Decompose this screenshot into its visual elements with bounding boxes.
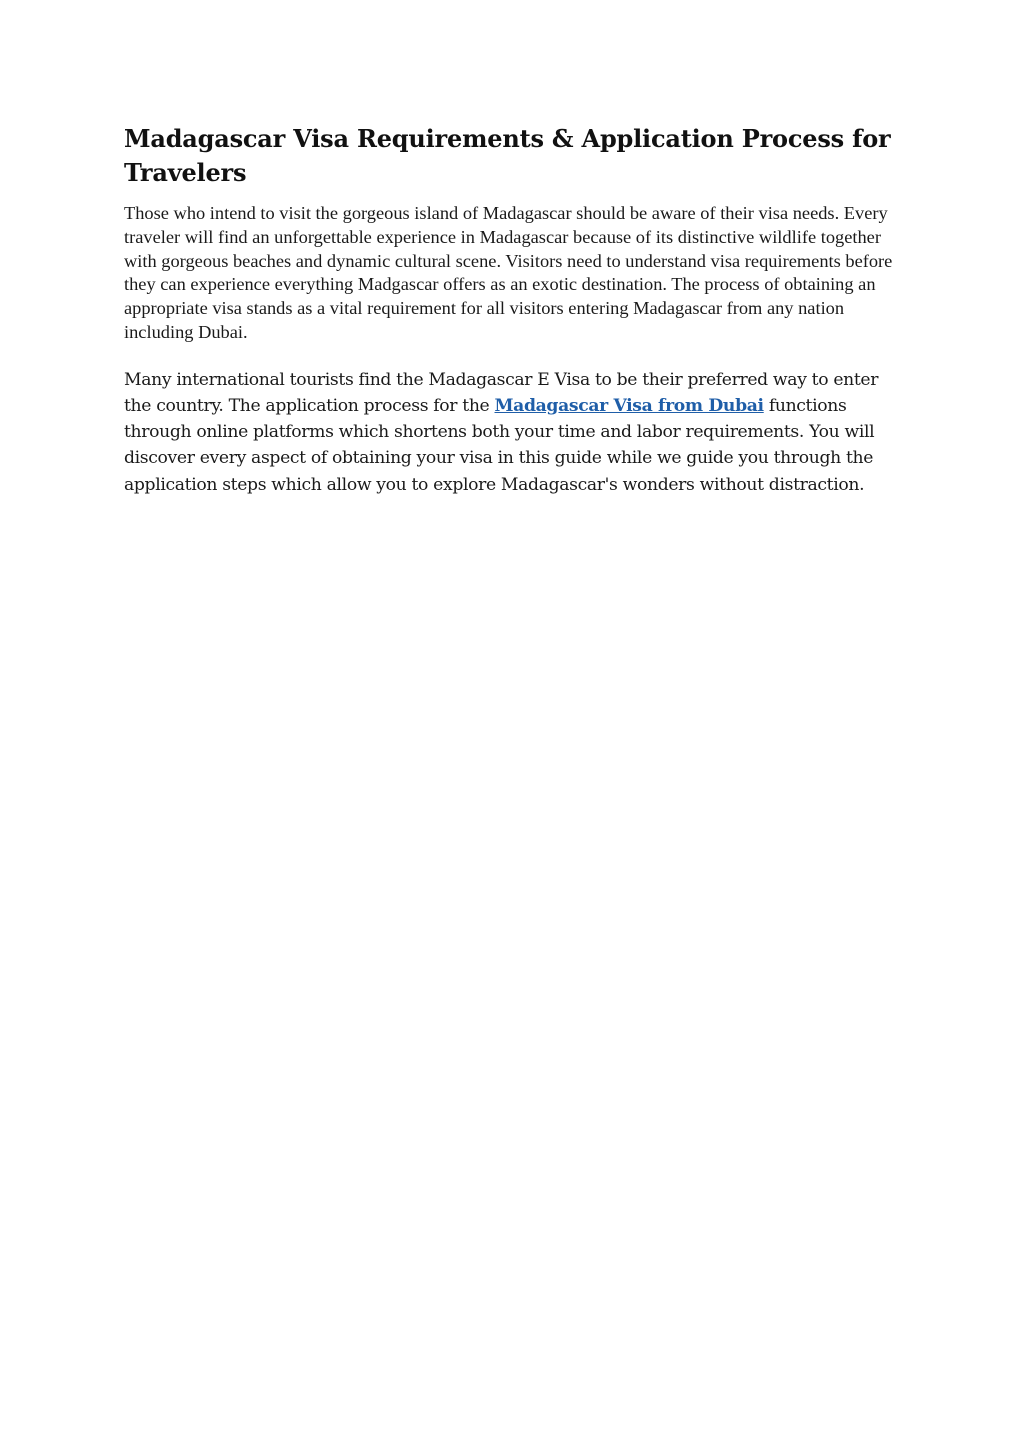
paragraph-text-before-link: Many international tourists find the Madagascar E Visa to be their preferred way to enter the country. The application process for the xyxy=(124,369,879,416)
document-title: Madagascar Visa Requirements & Application Process for Travelers xyxy=(124,124,891,187)
madagascar-visa-from-dubai-link[interactable]: Madagascar Visa from Dubai xyxy=(494,395,764,416)
intro-paragraph: Those who intend to visit the gorgeous island of Madagascar should be aware of their visa needs. Every traveler will find an unforgettable experience in Madagascar because of its distinctive wildlife together with gorgeous beaches and dynamic cultural scene. Visitors need to understand visa requirements before they can experience everything Madgascar offers as an exotic destination. The process of obtaining an appropriate visa stands as a vital requirement for all visitors entering Madagascar from any nation including Dubai. xyxy=(124,203,893,342)
paragraph-text-after-link: functions through online platforms which shortens both your time and labor requirements. You will discover every aspect of obtaining your visa in this guide while we guide you through the application steps which allow you to explore Madagascar's wonders without distraction. xyxy=(124,395,875,495)
document-page xyxy=(124,122,904,498)
evisa-paragraph xyxy=(124,367,904,498)
